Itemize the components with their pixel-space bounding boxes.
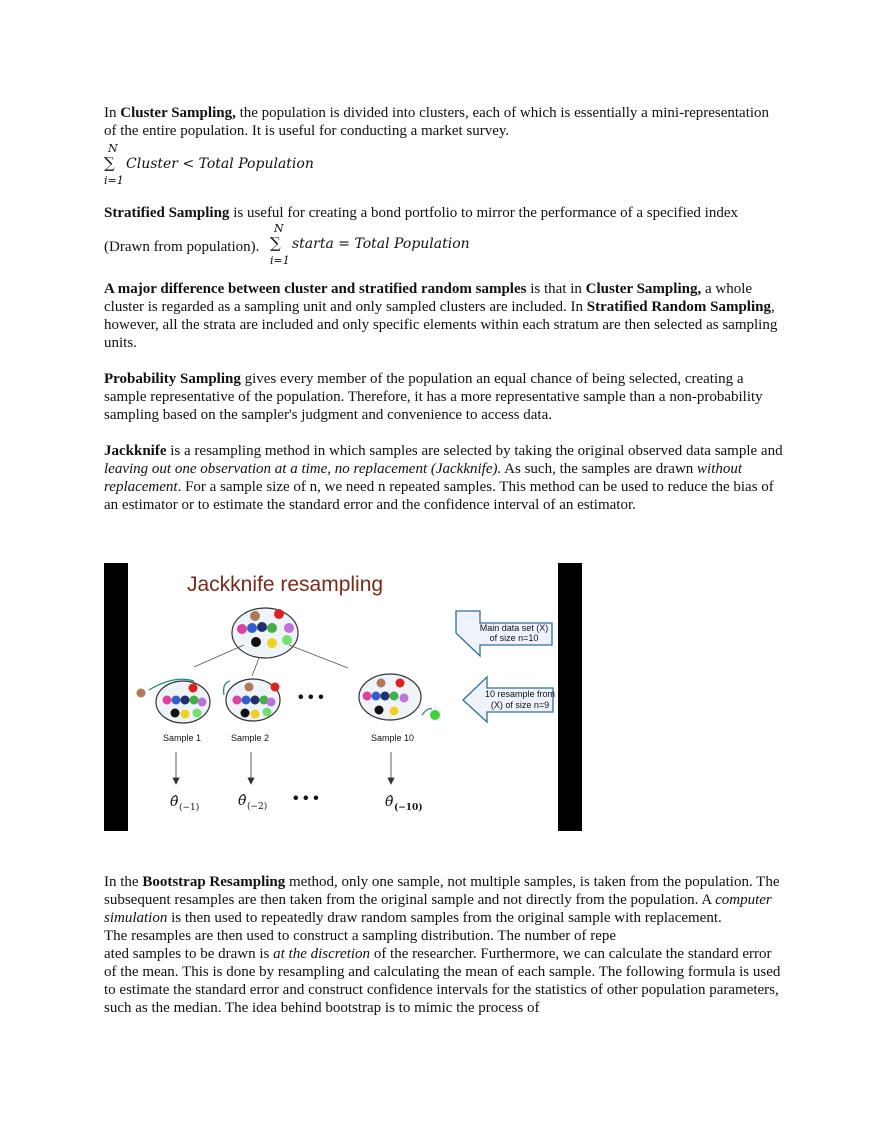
bootstrap-section bbox=[104, 873, 784, 1017]
left-out-point bbox=[271, 683, 280, 692]
bootstrap-paragraph: In the Bootstrap Resampling method, only one sample, not multiple samples, is taken from the population. The subsequent resamples are then taken from the original sample and not directly from the population. A computer simulation is then used to repeatedly draw random samples from the original sample with replacement. bbox=[104, 874, 780, 926]
main-dataset-cluster bbox=[232, 608, 298, 658]
figure-title: Jackknife resampling bbox=[187, 573, 384, 596]
svg-text:θ̂: θ̂ bbox=[385, 794, 394, 810]
cluster-formula: N ∑ i=1 Cluster < Total Population bbox=[104, 142, 314, 187]
jackknife-paragraph: Jackknife is a resampling method in which samples are selected by taking the original observed data sample and leaving out one observation at a time, no replacement (Jackknife). As such, the samples are drawn without replacement. For a sample size of n, we need n repeated samples. This method can be used to reduce the bias of an estimator or to estimate the standard error and the confidence interval of an estimator. bbox=[104, 443, 783, 513]
svg-text:θ̂: θ̂ bbox=[238, 793, 247, 809]
ellipsis-samples: • • • bbox=[298, 689, 324, 706]
svg-text:θ̂: θ̂ bbox=[170, 794, 179, 810]
resamples-line: The resamples are then used to construct a sampling distribution. The number of repe bbox=[104, 928, 617, 944]
resamples-paragraph: ated samples to be drawn is at the discretion of the researcher. Furthermore, we can calculate the standard error of the mean. This is done by resampling and calculating the mean of each sample. The following formula is used to estimate the standard error and construct confidence intervals for the statistics of other population parameters, such as the median. The idea behind bootstrap is to mimic the process of bbox=[104, 946, 781, 1016]
ellipsis-estimates: • • • bbox=[293, 790, 319, 807]
svg-text:(−10): (−10) bbox=[394, 803, 423, 813]
svg-text:of size n=10: of size n=10 bbox=[489, 633, 539, 643]
jackknife-figure bbox=[104, 563, 582, 831]
stratified-formula: N ∑ i=1 starta = Total Population bbox=[270, 222, 470, 267]
svg-text:10 resample from: 10 resample from bbox=[484, 689, 556, 699]
jackknife-diagram bbox=[104, 563, 582, 831]
svg-text:(X) of size n=9: (X) of size n=9 bbox=[490, 700, 550, 710]
sample-10-label: Sample 10 bbox=[371, 733, 415, 743]
stratified-paragraph: Stratified Sampling is useful for creating a bond portfolio to mirror the performance of a specified index (Drawn from population). N ∑ i=1 starta = Total Population bbox=[104, 205, 739, 267]
bootstrap-term: Bootstrap Resampling bbox=[142, 874, 286, 890]
document-body bbox=[104, 104, 784, 514]
svg-text:(−2): (−2) bbox=[247, 802, 268, 812]
svg-text:Main data set (X): Main data set (X) bbox=[479, 623, 549, 633]
left-out-point bbox=[430, 710, 440, 720]
stratified-term: Stratified Sampling bbox=[104, 205, 230, 221]
probability-paragraph: Probability Sampling gives every member of the population an equal chance of being selected, creating a sample representative of the population. Therefore, it has a more representative sample than a non-probability sampling based on the sampler's judgment and convenience to access data. bbox=[104, 371, 763, 423]
sample-1-label: Sample 1 bbox=[163, 733, 202, 743]
left-out-point bbox=[137, 689, 146, 698]
cluster-paragraph: In Cluster Sampling, the population is divided into clusters, each of which is essentially a mini-representation of the entire population. It is useful for conducting a market survey. bbox=[104, 105, 770, 139]
sample-2-label: Sample 2 bbox=[231, 733, 270, 743]
svg-text:(−1): (−1) bbox=[179, 803, 200, 813]
left-black-bar bbox=[104, 563, 128, 831]
cluster-term: Cluster Sampling, bbox=[120, 105, 236, 121]
right-black-bar bbox=[558, 563, 582, 831]
difference-paragraph: A major difference between cluster and stratified random samples is that in Cluster Sampling, a whole cluster is regarded as a sampling unit and only sampled clusters are included. In Stratified Random Sampling, however, all the strata are included and only specific elements within each stratum are then selected as sampling units. bbox=[104, 281, 778, 351]
